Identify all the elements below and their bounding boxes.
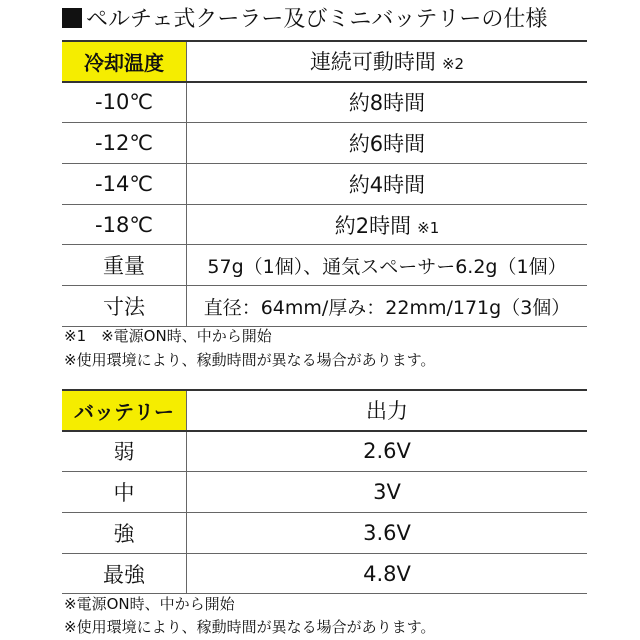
row-value: 3V — [187, 472, 588, 513]
cooling-note: ※1 ※電源ON時、中から開始 — [64, 327, 272, 345]
title-text: ペルチェ式クーラー及びミニバッテリーの仕様 — [86, 7, 548, 32]
cooling-header-label: 冷却温度 — [62, 41, 187, 82]
table-row — [62, 204, 587, 245]
square-bullet-icon — [62, 8, 82, 28]
row-value: 約2時間 — [334, 213, 412, 238]
battery-header-value: 出力 — [187, 390, 588, 431]
row-label: 中 — [62, 472, 187, 513]
row-label: 重量 — [62, 245, 187, 286]
row-label: -18℃ — [62, 204, 187, 245]
row-value-cell — [187, 245, 588, 286]
row-value: 4.8V — [187, 553, 588, 594]
row-value: 2.6V — [187, 431, 588, 472]
table-row — [62, 512, 587, 553]
row-value-cell — [187, 286, 588, 327]
row-value: 57g（1個）、通気スペーサー6.2g（1個） — [207, 255, 567, 278]
battery-header-row — [62, 390, 587, 431]
page-title — [62, 4, 547, 36]
row-value: 3.6V — [187, 512, 588, 553]
table-row — [62, 553, 587, 594]
cooling-header-note: ※2 — [441, 55, 465, 74]
table-row — [62, 82, 587, 123]
row-value-cell — [187, 82, 588, 123]
table-row — [62, 472, 587, 513]
battery-note: ※電源ON時、中から開始 — [64, 595, 235, 613]
table-row — [62, 163, 587, 204]
table-row — [62, 286, 587, 327]
table-row — [62, 123, 587, 164]
row-value-cell — [187, 163, 588, 204]
battery-header-label: バッテリー — [62, 390, 187, 431]
row-value-cell — [187, 123, 588, 164]
cooling-note: ※使用環境により、稼動時間が異なる場合があります。 — [64, 351, 436, 369]
row-label: -10℃ — [62, 82, 187, 123]
battery-spec-table — [62, 389, 587, 594]
row-value-cell — [187, 204, 588, 245]
table-row — [62, 431, 587, 472]
row-label: 弱 — [62, 431, 187, 472]
table-row — [62, 245, 587, 286]
cooling-header-value: 連続可動時間 — [309, 50, 436, 75]
row-value: 約4時間 — [348, 172, 426, 197]
row-value: 約8時間 — [348, 91, 426, 116]
battery-note: ※使用環境により、稼動時間が異なる場合があります。 — [64, 618, 436, 636]
cooling-spec-table — [62, 40, 587, 327]
row-label: 強 — [62, 512, 187, 553]
row-label: -12℃ — [62, 123, 187, 164]
row-value: 直径：64mm/厚み：22mm/171g（3個） — [203, 296, 571, 319]
row-value: 約6時間 — [348, 131, 426, 156]
row-label: 寸法 — [62, 286, 187, 327]
cooling-header-value-cell — [187, 41, 588, 82]
row-note: ※1 — [417, 218, 440, 237]
row-label: -14℃ — [62, 163, 187, 204]
cooling-header-row — [62, 41, 587, 82]
row-label: 最強 — [62, 553, 187, 594]
